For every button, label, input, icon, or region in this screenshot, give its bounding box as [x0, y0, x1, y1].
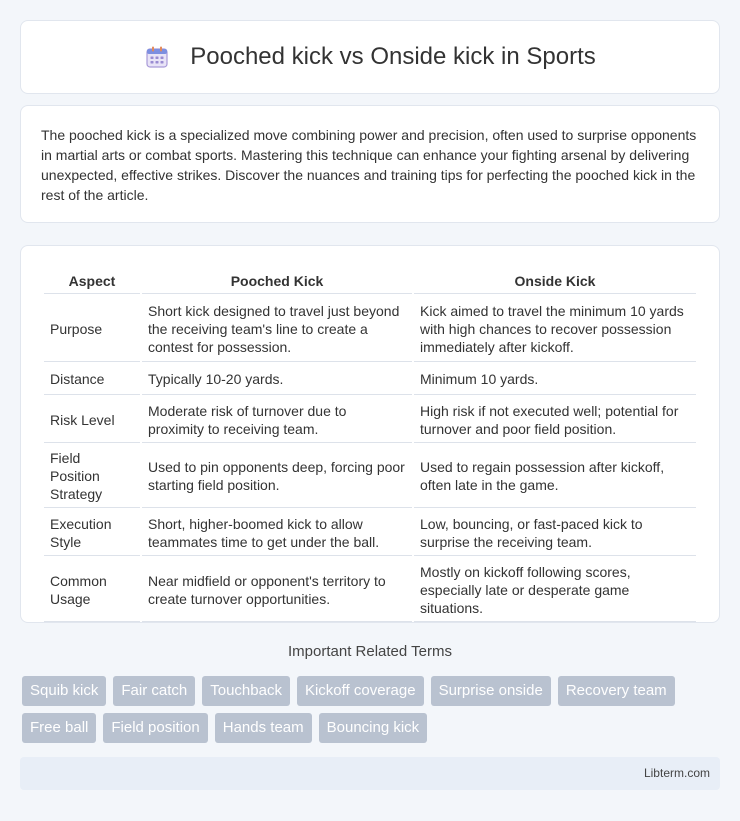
header-aspect: Aspect [44, 268, 140, 294]
cell-pooched: Moderate risk of turnover due to proximity to receiving team. [142, 397, 412, 443]
cell-onside: High risk if not executed well; potential for turnover and poor field position. [414, 397, 696, 443]
tag-hands-team[interactable]: Hands team [215, 713, 312, 743]
cell-onside: Kick aimed to travel the minimum 10 yards with high chances to recover possession immediately after kickoff. [414, 296, 696, 362]
related-terms-list [22, 676, 718, 743]
related-terms-title: Important Related Terms [288, 643, 452, 660]
table-row [44, 296, 696, 362]
tag-bouncing-kick[interactable]: Bouncing kick [319, 713, 428, 743]
header-card [20, 20, 720, 94]
tag-kickoff-coverage[interactable]: Kickoff coverage [297, 676, 424, 706]
cell-onside: Mostly on kickoff following scores, especially late or desperate game situations. [414, 558, 696, 622]
cell-pooched: Near midfield or opponent's territory to create turnover opportunities. [142, 558, 412, 622]
footer-site-link[interactable]: Libterm.com [643, 766, 710, 780]
cell-onside: Low, bouncing, or fast-paced kick to surprise the receiving team. [414, 510, 696, 556]
table-row [44, 445, 696, 508]
cell-onside: Used to regain possession after kickoff, often late in the game. [414, 445, 696, 508]
tag-squib-kick[interactable]: Squib kick [22, 676, 106, 706]
intro-text: The pooched kick is a specialized move combining power and precision, often used to surprise opponents in martial arts or combat sports. Mastering this technique can enhance your fighting arsenal by delivering unexpected, effective strikes. Discover the nuances and training tips for perfecting the pooched kick in the rest of the article. [41, 127, 697, 203]
tag-fair-catch[interactable]: Fair catch [113, 676, 195, 706]
footer [20, 757, 720, 790]
cell-aspect: Distance [44, 364, 140, 395]
tag-free-ball[interactable]: Free ball [22, 713, 96, 743]
cell-aspect: Purpose [44, 296, 140, 362]
intro-card [20, 105, 720, 223]
table-row [44, 558, 696, 622]
tag-surprise-onside[interactable]: Surprise onside [431, 676, 551, 706]
tag-touchback[interactable]: Touchback [202, 676, 290, 706]
table-row [44, 364, 696, 395]
page-title: Pooched kick vs Onside kick in Sports [190, 43, 596, 70]
tag-field-position[interactable]: Field position [103, 713, 207, 743]
header-pooched-kick: Pooched Kick [142, 268, 412, 294]
comparison-card [20, 245, 720, 623]
table-row [44, 510, 696, 556]
tag-recovery-team[interactable]: Recovery team [558, 676, 675, 706]
cell-aspect: Execution Style [44, 510, 140, 556]
cell-pooched: Short, higher-boomed kick to allow teammates time to get under the ball. [142, 510, 412, 556]
cell-aspect: Field Position Strategy [44, 445, 140, 508]
comparison-table [42, 266, 698, 624]
cell-pooched: Used to pin opponents deep, forcing poor starting field position. [142, 445, 412, 508]
header-onside-kick: Onside Kick [414, 268, 696, 294]
calendar-icon [144, 44, 170, 70]
cell-aspect: Common Usage [44, 558, 140, 622]
table-row [44, 397, 696, 443]
table-header-row [44, 268, 696, 294]
cell-pooched: Short kick designed to travel just beyond the receiving team's line to create a contest for possession. [142, 296, 412, 362]
cell-aspect: Risk Level [44, 397, 140, 443]
cell-onside: Minimum 10 yards. [414, 364, 696, 395]
cell-pooched: Typically 10-20 yards. [142, 364, 412, 395]
